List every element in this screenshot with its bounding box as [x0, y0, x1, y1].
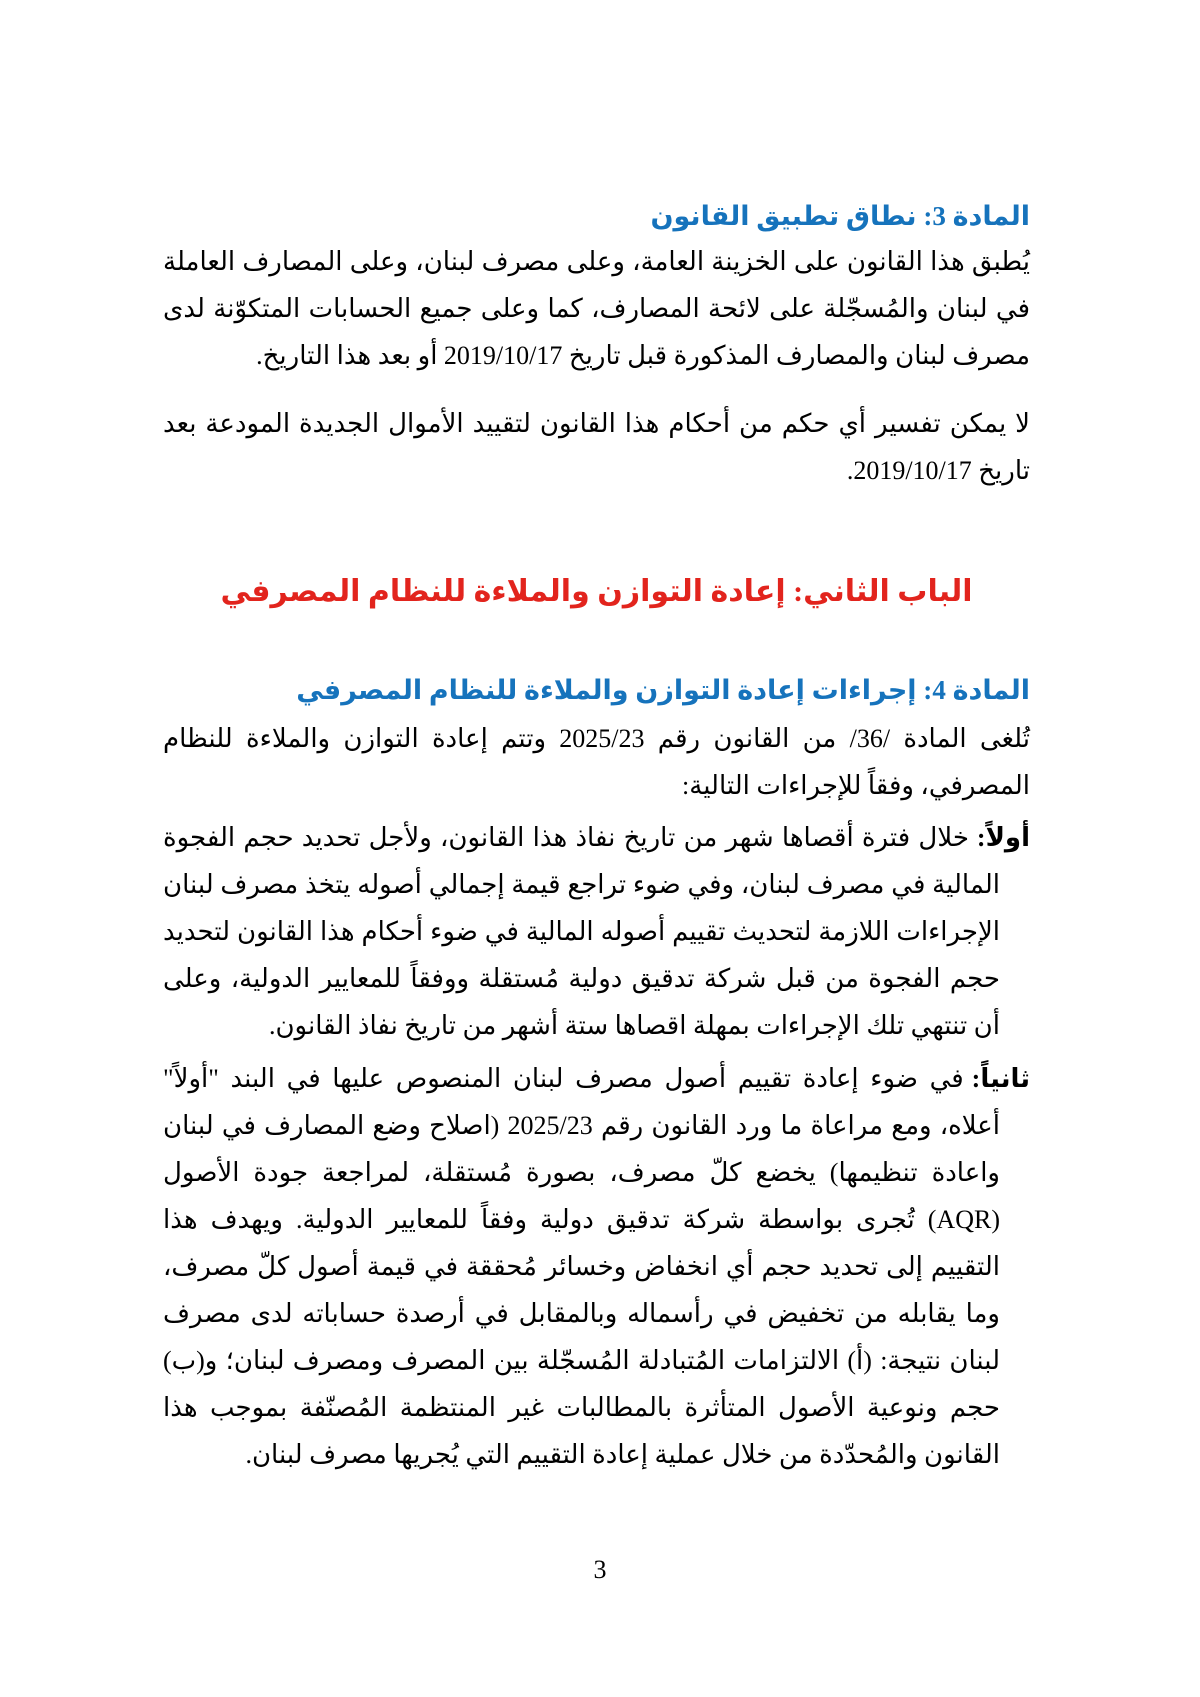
chapter-2-heading: الباب الثاني: إعادة التوازن والملاءة للنظام المصرفي [220, 575, 973, 608]
clause-first-label: أولاً: [976, 823, 1030, 852]
clause-first-text: خلال فترة أقصاها شهر من تاريخ نفاذ هذا القانون، ولأجل تحديد حجم الفجوة المالية في مصرف لبنان، وفي ضوء تراجع قيمة إجمالي أصوله يتخذ مصرف لبنان الإجراءات اللازمة لتحديث تقييم أصوله المالية في ضوء أحكام هذا القانون لتحديد حجم الفجوة من قبل شركة تدقيق دولية مُستقلة ووفقاً للمعايير الدولية، وعلى أن تنتهي تلك الإجراءات بمهلة اقصاها ستة أشهر من تاريخ نفاذ القانون. [163, 823, 1000, 1040]
article-4-intro: تُلغى المادة /36/ من القانون رقم 2025/23 وتتم إعادة التوازن والملاءة للنظام المصرفي، وفقاً للإجراءات التالية: [163, 724, 1030, 800]
article-3-paragraph-2: لا يمكن تفسير أي حكم من أحكام هذا القانون لتقييد الأموال الجديدة المودعة بعد تاريخ 2019/10/17. [163, 409, 1030, 485]
page-number: 3 [593, 1555, 607, 1584]
article-4-heading: المادة 4: إجراءات إعادة التوازن والملاءة للنظام المصرفي [296, 675, 1030, 705]
clause-second-label: ثانياً: [971, 1064, 1030, 1093]
clause-second-text: في ضوء إعادة تقييم أصول مصرف لبنان المنصوص عليها في البند "أولاً" أعلاه، ومع مراعاة ما ورد القانون رقم 2025/23 (اصلاح وضع المصارف في لبنان واعادة تنظيمها) يخضع كلّ مصرف، بصورة مُستقلة، لمراجعة جودة الأصول (AQR) تُجرى بواسطة شركة تدقيق دولية وفقاً للمعايير الدولية. ويهدف هذا التقييم إلى تحديد حجم أي انخفاض وخسائر مُحققة في قيمة أصول كلّ مصرف، وما يقابله من تخفيض في رأسماله وبالمقابل في أرصدة حساباته لدى مصرف لبنان نتيجة: (أ) الالتزامات المُتبادلة المُسجّلة بين المصرف ومصرف لبنان؛ و(ب) حجم ونوعية الأصول المتأثرة بالمطالبات غير المنتظمة المُصنّفة بموجب هذا القانون والمُحدّدة من خلال عملية إعادة التقييم التي يُجريها مصرف لبنان. [163, 1064, 1000, 1469]
article-4-clause-second [163, 1055, 1030, 1478]
article-3-paragraph-1: يُطبق هذا القانون على الخزينة العامة، وعلى مصرف لبنان، وعلى المصارف العاملة في لبنان والمُسجّلة على لائحة المصارف، كما وعلى جميع الحسابات المتكوّنة لدى مصرف لبنان والمصارف المذكورة قبل تاريخ 2019/10/17 أو بعد هذا التاريخ. [163, 247, 1030, 370]
article-4-clause-first [163, 814, 1030, 1049]
article-3-heading: المادة 3: نطاق تطبيق القانون [650, 201, 1030, 231]
